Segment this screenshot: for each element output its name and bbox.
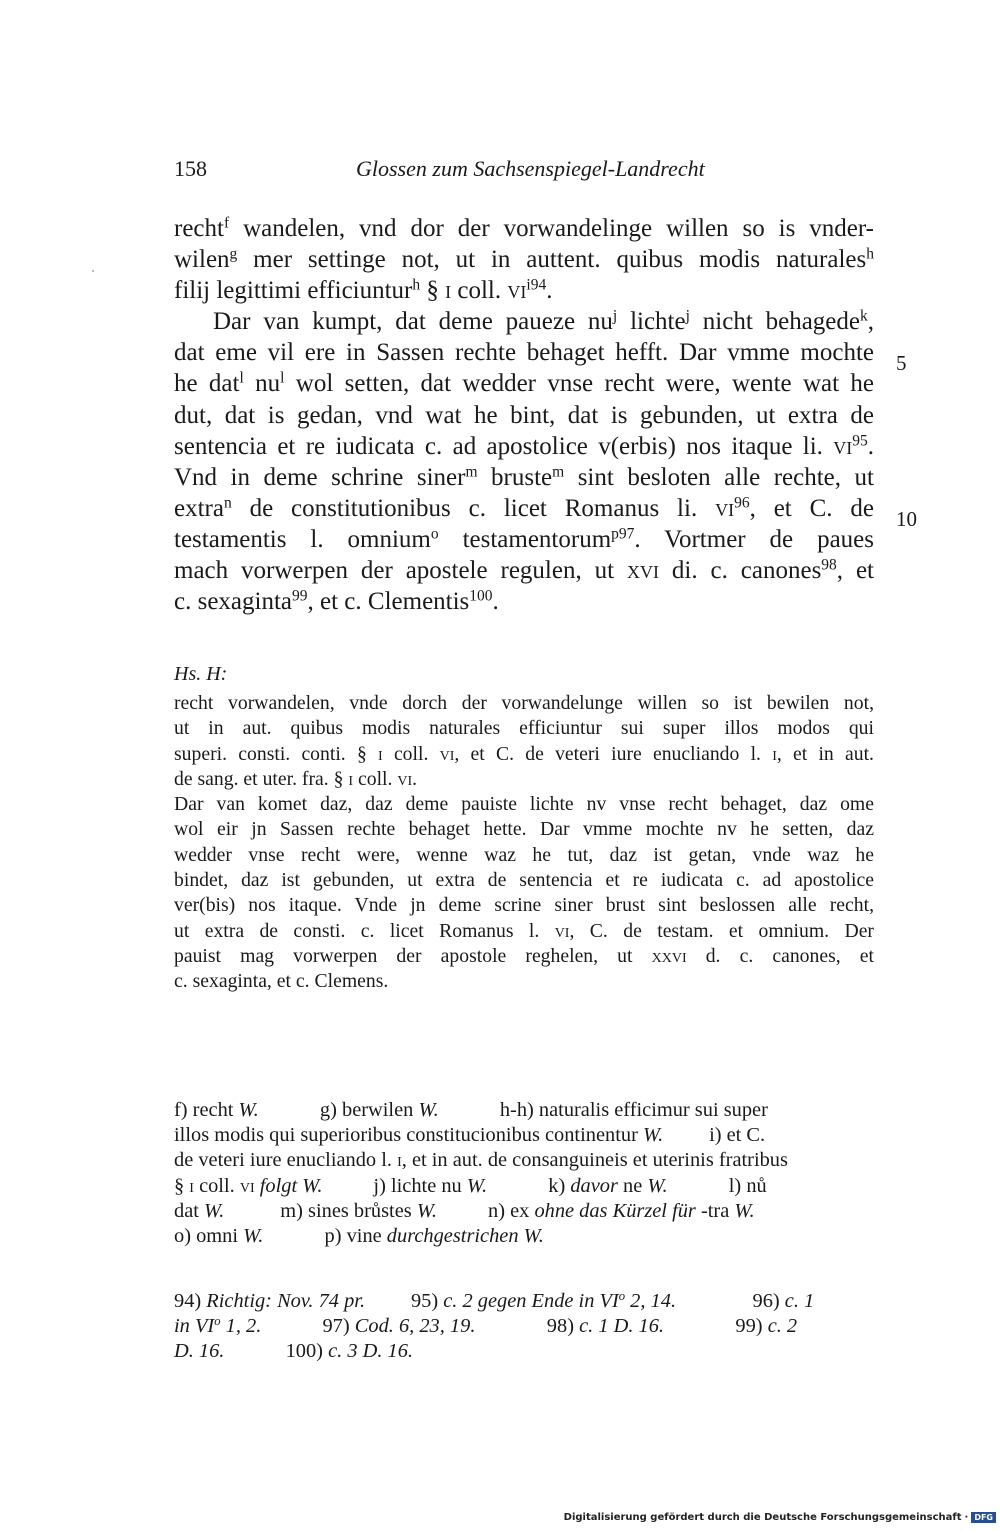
credit-text: Digitalisierung gefördert durch die Deutsche Forschungsgemeinschaft [563,1512,962,1523]
manuscript-h-text: recht vorwandelen, vnde dorch der vorwandelunge willen so ist bewilen not, ut in aut. quibus modis naturales efficiuntur sui super illos modos qui superi. consti. conti. § i coll. vi, et C. de veteri iure enucliando l. i, et in aut. de sang. et uter. fra. § i coll. vi. Dar van komet daz, daz deme pauiste lichte nv vnse recht behaget, daz ome wol eir jn Sassen rechte behaget hette. Dar vmme mochte nv he setten, daz wedder vnse recht were, wenne waz he tut, daz ist getan, vnde waz he bindet, daz ist gebunden, ut extra de sentencia et re iudicata c. ad apostolice ver(bis) nos itaque. Vnde jn deme scrine siner brust sint beslossen alle recht, ut extra de consti. c. licet Romanus l. vi, C. de testam. et omnium. Der pauist mag vorwerpen der apostole reghelen, ut xxvi d. c. canones, et c. sexaginta, et c. Clemens. [174,692,874,993]
critical-apparatus: f) recht W. g) berwilen W. h-h) naturalis efficimur sui super illos modis qui superioribus constitucionibus continentur W. i) et C. de veteri iure enucliando l. i, et in aut. de consanguineis et uterinis fratribus § i coll. vi folgt W. j) lichte nu W. k) davor ne W. l) nů dat W. m) sines brůstes W. n) ex ohne das Kürzel für -tra W. o) omni W. p) vine durchgestrichen W. [174,1099,788,1248]
manuscript-label: Hs. H: [174,663,228,685]
main-paragraph-1: recht$^f$ wandelen, vnd dor der vorwandelinge willen so is vnder- [174,214,874,242]
scan-speck [92,270,94,272]
main-paragraph-2: Dar van kumpt, dat deme paueze $nu^j$ lichte$^j$ nicht behagede$^k$, [213,307,875,336]
dfg-logo: DFG [971,1512,996,1523]
line-number-5: 5 [896,351,907,375]
source-notes: 94) Richtig: Nov. 74 pr. 95) c. 2 gegen Ende in $VI^o$ 2, 14. 96) c. 1 in $VI^o$ 1, 2. 97) Cod. 6, 23, 19. 98) c. 1 D. 16. 99) c. 2 D. 16. 100) c. 3 D. 16. [174,1289,815,1363]
running-title: Glossen zum Sachsenspiegel-Landrecht [356,156,705,181]
line-number-10: 10 [896,507,917,531]
page-number: 158 [174,156,207,181]
digitization-credit: Digitalisierung gefördert durch die Deutsche Forschungsgemeinschaft · DFG [564,1512,996,1523]
main-text: recht$^f$ wandelen, vnd dor der vorwandelinge willen so is vnder- wilen$^g$ mer settinge not, ut in auttent. quibus modis naturales$^h$ filij legittimi efficiuntur$^h$ § i coll. $vi^{i94}$. Dar van kumpt, dat deme paueze $nu^j$ lichte$^j$ nicht behagede$^k$, dat eme vil ere in Sassen rechte behaget hefft. Dar vmme mochte he dat$^l$ $nu^l$ wol setten, dat wedder vnse recht were, wente wat he dut, dat is gedan, vnd wat he bint, dat is gebunden, ut extra de sentencia et re iudicata c. ad apostolice v(erbis) nos itaque li. $vi^{95}$. Vnd in deme schrine siner$^m$ bruste$^m$ sint besloten alle rechte, ut extra$^n$ de constitutionibus c. licet Romanus li. $vi^{96}$, et C. de testamentis l. omnium$^o$ testamentorum$^{p97}$. Vortmer de paues mach vorwerpen der apostele regulen, ut xvi di. c. canones$^{98}$, et c. sexaginta$^{99}$, et c. Clementis$^{100}$. [174,214,875,616]
